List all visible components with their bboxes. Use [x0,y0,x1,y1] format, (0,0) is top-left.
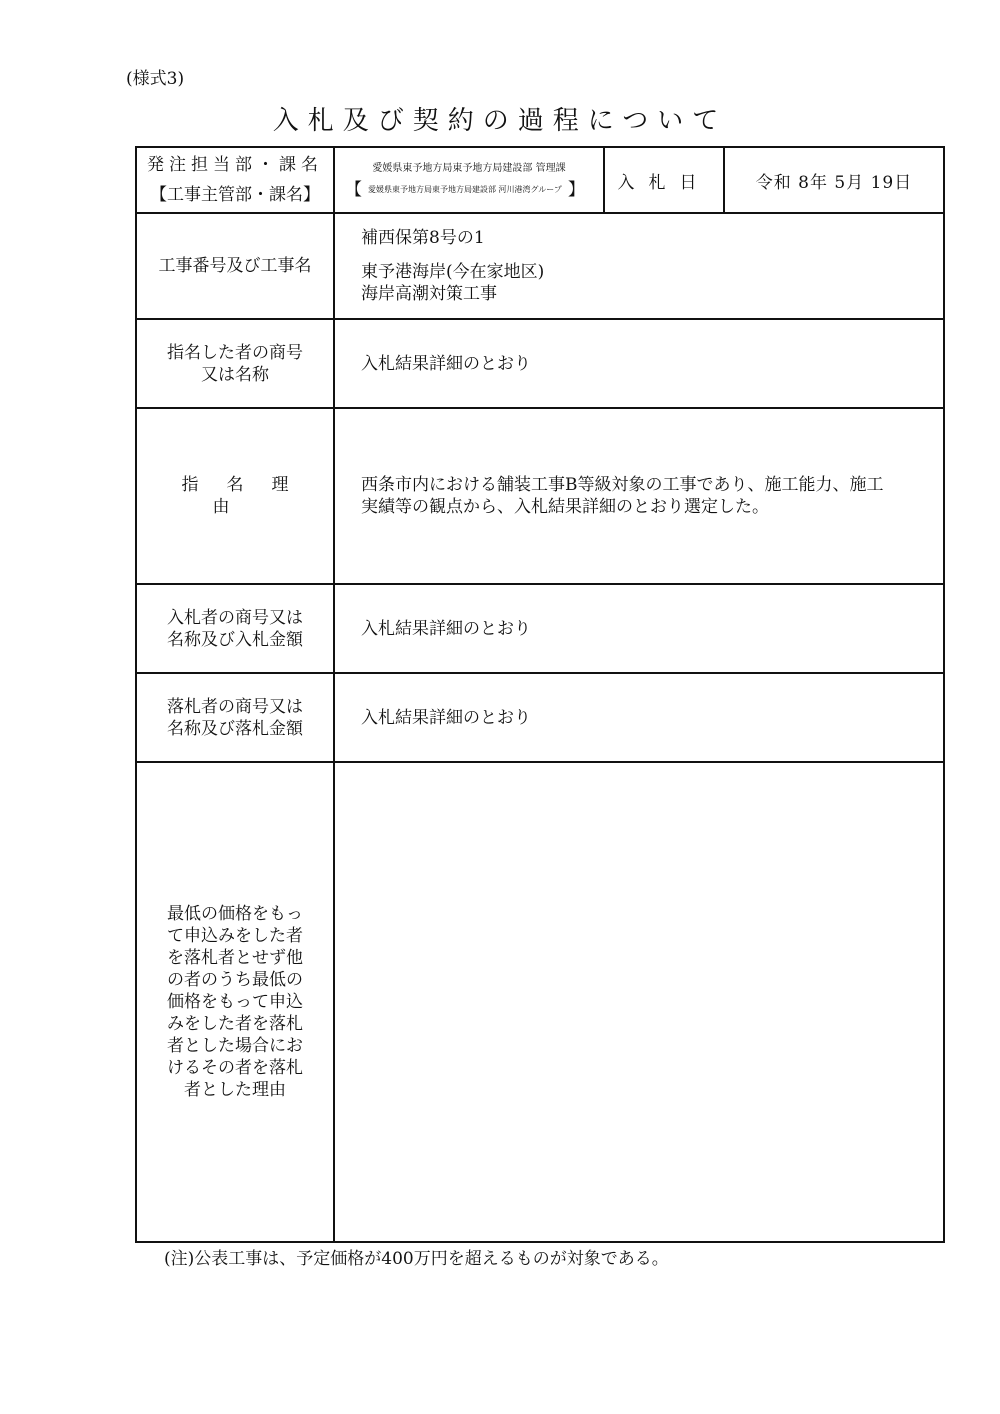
dept-label-cell [136,147,334,213]
winner-label-line2: 名称及び落札金額 [167,718,303,739]
bidders-label-cell [136,584,334,673]
lowest-label-line: の者のうち最低の [167,970,303,990]
lowest-price-row [136,762,944,1242]
designated-label-line2: 又は名称 [201,364,269,385]
bracket-close: 】 [567,179,585,200]
reason-label: 指名理由 [181,475,317,517]
bid-date-value: 令和 8年 5月 19日 [724,147,944,213]
procurement-table [135,146,945,1243]
reason-value-cell [334,408,944,584]
winner-label-line1: 落札者の商号又は [167,696,303,717]
dept-value: 愛媛県東予地方局東予地方局建設部 管理課 [372,162,566,174]
bidders-value: 入札結果詳細のとおり [334,584,944,673]
bracket-open: 【 [345,179,362,200]
designated-label-line1: 指名した者の商号 [167,342,303,363]
header-row [136,147,944,213]
lowest-label-line: 者とした理由 [184,1080,286,1100]
lowest-label-line: 価格をもって申込 [167,992,303,1012]
lowest-label-cell [136,762,334,1242]
winner-label-cell [136,673,334,762]
work-name-line1: 東予港海岸(今在家地区) [361,262,545,282]
bidders-label-line2: 名称及び入札金額 [167,629,303,650]
designated-row [136,319,944,408]
dept-sub-value: 愛媛県東予地方局東予地方局建設部 河川港湾グループ [368,185,562,195]
designated-label-cell [136,319,334,408]
document-title: 入札及び契約の過程について [272,106,728,136]
reason-label-cell [136,408,334,584]
dept-label-line1: 発注担当部・課名 [147,155,323,175]
lowest-label-line: 者とした場合にお [167,1036,303,1056]
reason-line2: 実績等の観点から、入札結果詳細のとおり選定した。 [361,497,769,517]
work-row [136,213,944,319]
winner-value: 入札結果詳細のとおり [334,673,944,762]
form-number: (様式3) [126,69,185,89]
work-value-cell [334,213,944,319]
lowest-label-line: けるその者を落札 [167,1058,303,1078]
lowest-label-line: みをした者を落札 [167,1014,303,1034]
dept-sub [335,179,603,202]
winner-row [136,673,944,762]
designated-value: 入札結果詳細のとおり [334,319,944,408]
bidders-row [136,584,944,673]
lowest-label-line: 最低の価格をもっ [167,904,303,924]
bid-date-label: 入札日 [604,147,724,213]
reason-row [136,408,944,584]
footnote: (注)公表工事は、予定価格が400万円を超えるものが対象である。 [164,1249,669,1269]
work-name-line2: 海岸高潮対策工事 [361,284,497,304]
lowest-label-line: て申込みをした者 [167,926,303,946]
work-number: 補西保第8号の1 [361,228,485,248]
bidders-label-line1: 入札者の商号又は [167,607,303,628]
reason-line1: 西条市内における舗装工事B等級対象の工事であり、施工能力、施工 [361,475,884,495]
lowest-value [334,762,944,1242]
lowest-label-line: を落札者とせず他 [167,948,303,968]
dept-label-line2: 【工事主管部・課名】 [150,185,320,205]
work-label: 工事番号及び工事名 [136,213,334,319]
dept-value-cell [334,147,604,213]
